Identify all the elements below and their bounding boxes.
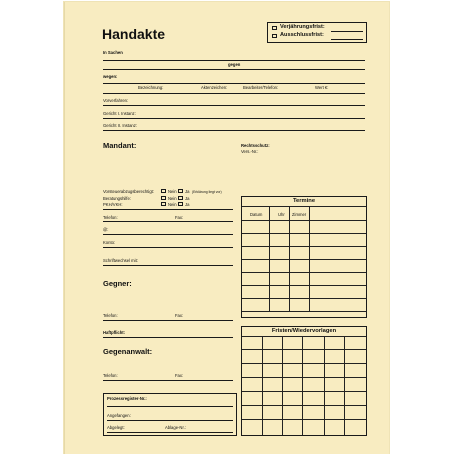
verjaehrung-line[interactable] bbox=[331, 31, 363, 32]
bezeichnung-label: Bezeichnung: bbox=[138, 85, 164, 90]
vers-nr-label: Vers.-Nr.: bbox=[241, 149, 259, 154]
grid-column-line bbox=[262, 336, 263, 435]
vorsteuer-ja-checkbox[interactable] bbox=[178, 189, 183, 193]
haftpflicht-label: Haftpflicht: bbox=[103, 330, 126, 335]
header-row-line[interactable] bbox=[103, 93, 365, 94]
gegner-telefon-label: Telefon: bbox=[103, 313, 118, 318]
pkh-label: PKH/VKH: bbox=[103, 202, 123, 207]
termine-header-divider bbox=[242, 206, 366, 207]
gegen-line[interactable] bbox=[103, 69, 365, 70]
grid-row-line bbox=[242, 405, 366, 406]
termine-col-datum: Datum bbox=[250, 212, 263, 217]
mandant-email-label: @: bbox=[103, 227, 109, 232]
fristen-table bbox=[241, 326, 367, 436]
fristen-title: Fristen/Wiedervorlagen bbox=[271, 328, 337, 334]
gericht1-label: Gericht I. Instanz: bbox=[103, 111, 136, 116]
fristen-header-divider bbox=[242, 336, 366, 337]
ausschluss-label: Ausschlussfrist: bbox=[280, 32, 324, 38]
termine-table bbox=[241, 196, 367, 318]
grid-column-line bbox=[344, 336, 345, 435]
termine-title: Termine bbox=[292, 198, 316, 204]
gegner-title: Gegner: bbox=[103, 279, 132, 288]
gericht2-line[interactable] bbox=[103, 130, 365, 131]
grid-column-line bbox=[289, 206, 290, 311]
grid-row-line bbox=[242, 233, 366, 234]
ausschluss-checkbox[interactable] bbox=[272, 34, 277, 38]
grid-row-line bbox=[242, 220, 366, 221]
in-sachen-line[interactable] bbox=[103, 60, 365, 61]
vorsteuer-nein-checkbox[interactable] bbox=[161, 189, 166, 193]
pkh-line[interactable] bbox=[103, 209, 233, 210]
mandant-telefon-label: Telefon: bbox=[103, 215, 118, 220]
termine-col-zimmer: Zimmer bbox=[292, 212, 307, 217]
haftpflicht-line[interactable] bbox=[103, 337, 233, 338]
schriftwechsel-label: Schriftwechsel mit: bbox=[103, 258, 138, 263]
abgelegt-label: Abgelegt: bbox=[107, 425, 125, 430]
erklaerung-note: (Erklärung liegt vor) bbox=[192, 190, 222, 194]
pkh-ja-label: Ja bbox=[185, 202, 190, 207]
grid-row-line bbox=[242, 391, 366, 392]
vorverfahren-line[interactable] bbox=[103, 105, 365, 106]
wegen-line[interactable] bbox=[103, 83, 365, 84]
grid-row-line bbox=[242, 285, 366, 286]
vorverfahren-label: Vorverfahren: bbox=[103, 98, 129, 103]
beratungshilfe-label: Beratungshilfe: bbox=[103, 196, 131, 201]
gegen-label: gegen bbox=[228, 62, 241, 67]
mandant-telefon-line[interactable] bbox=[103, 221, 233, 222]
vorsteuer-label: Vorsteuerabzugsberechtigt: bbox=[103, 189, 154, 194]
grid-column-line bbox=[269, 206, 270, 311]
grid-row-line bbox=[242, 272, 366, 273]
mandant-fax-label: Fax: bbox=[175, 215, 184, 220]
abgelegt-line[interactable] bbox=[107, 432, 233, 433]
beratungshilfe-nein-label: Nein bbox=[168, 196, 177, 201]
grid-column-line bbox=[324, 336, 325, 435]
beratungshilfe-ja-label: Ja bbox=[185, 196, 190, 201]
grid-row-line bbox=[242, 298, 366, 299]
grid-column-line bbox=[302, 336, 303, 435]
prozessregister-line[interactable] bbox=[107, 406, 233, 407]
grid-row-line bbox=[242, 349, 366, 350]
gegenanwalt-fax-label: Fax: bbox=[175, 373, 184, 378]
grid-row-line bbox=[242, 246, 366, 247]
ablage-label: Ablage-Nr.: bbox=[165, 425, 186, 430]
prozessregister-label: Prozessregister-Nr.: bbox=[107, 396, 147, 401]
beratungshilfe-ja-checkbox[interactable] bbox=[178, 196, 183, 200]
gegenanwalt-telefon-line[interactable] bbox=[103, 380, 233, 381]
angefangen-label: Angefangen: bbox=[107, 413, 131, 418]
termine-col-uhr: Uhr bbox=[278, 212, 285, 217]
gericht1-line[interactable] bbox=[103, 118, 365, 119]
mandant-konto-line[interactable] bbox=[103, 247, 233, 248]
vorsteuer-ja-label: Ja bbox=[185, 189, 190, 194]
schriftwechsel-line[interactable] bbox=[103, 265, 233, 266]
gegner-fax-label: Fax: bbox=[175, 313, 184, 318]
pkh-nein-label: Nein bbox=[168, 202, 177, 207]
aktenzeichen-label: Aktenzeichen: bbox=[201, 85, 228, 90]
gericht2-label: Gericht II. Instanz: bbox=[103, 123, 137, 128]
verjaehrung-label: Verjährungsfrist: bbox=[280, 24, 325, 30]
mandant-title: Mandant: bbox=[103, 141, 137, 150]
beratungshilfe-nein-checkbox[interactable] bbox=[161, 196, 166, 200]
angefangen-line[interactable] bbox=[107, 420, 233, 421]
grid-row-line bbox=[242, 419, 366, 420]
vorsteuer-nein-label: Nein bbox=[168, 189, 177, 194]
ausschluss-line[interactable] bbox=[331, 39, 363, 40]
grid-row-line bbox=[242, 311, 366, 312]
case-file-form bbox=[64, 2, 389, 454]
grid-row-line bbox=[242, 363, 366, 364]
bearbeiter-label: Bearbeiter/Telefon: bbox=[243, 85, 279, 90]
pkh-nein-checkbox[interactable] bbox=[161, 202, 166, 206]
grid-column-line bbox=[282, 336, 283, 435]
verjaehrung-checkbox[interactable] bbox=[272, 26, 277, 30]
grid-column-line bbox=[309, 206, 310, 311]
pkh-ja-checkbox[interactable] bbox=[178, 202, 183, 206]
gegenanwalt-telefon-label: Telefon: bbox=[103, 373, 118, 378]
rechtsschutz-label: Rechtsschutz: bbox=[241, 143, 270, 148]
gegner-telefon-line[interactable] bbox=[103, 320, 233, 321]
grid-row-line bbox=[242, 377, 366, 378]
mandant-email-line[interactable] bbox=[103, 234, 233, 235]
in-sachen-label: In Sachen bbox=[103, 50, 123, 55]
gegenanwalt-title: Gegenanwalt: bbox=[103, 347, 153, 356]
wegen-label: wegen: bbox=[103, 74, 118, 79]
mandant-konto-label: Konto: bbox=[103, 240, 116, 245]
grid-row-line bbox=[242, 259, 366, 260]
wert-label: Wert €: bbox=[315, 85, 329, 90]
form-title: Handakte bbox=[102, 26, 166, 42]
